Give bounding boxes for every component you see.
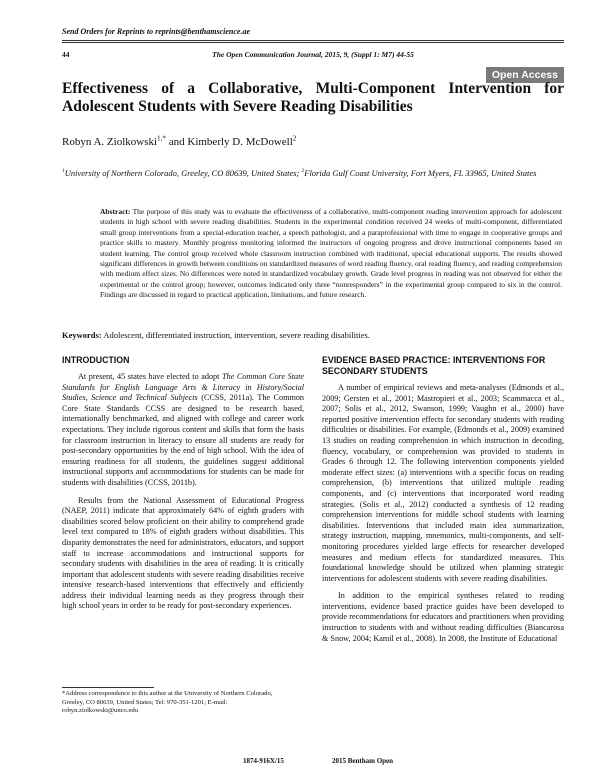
page-number: 44 [62,50,70,59]
open-access-badge: Open Access [486,67,564,83]
correspondence-footnote: *Address correspondence to this author at the University of Northern Colorado, Greeley, CO 80639, United States; Tel: 970-351-1201; E-mail: robyn.ziolkowski@unco.edu [62,690,273,715]
paragraph: Results from the National Assessment of Educational Progress (NAEP, 2011) indicate that approximately 64% of eighth graders with disabilities scored below proficient on their ability to comprehend grade level text compared to 18% of eighth graders without disabilities. This disparity demonstrates the need for administrators, educators, and support staff to increase accommodations and instructional supports for secondary students with disabilities in the area of reading. It is critically important that adolescent students with severe reading disabilities receive intensive research-based interventions that effectively and efficiently address their individual learning needs as they progress through their high school years in order to be ready for post-secondary experiences. [62,495,304,611]
header-rule-top [62,40,564,41]
journal-info: The Open Communication Journal, 2015, 9, (Suppl 1: M7) 44-55 [212,50,414,59]
paragraph: In addition to the empirical syntheses related to reading interventions, evidence based practice guides have been developed to provide recommendations for educators and practitioners when providing instruction to students with and without reading difficulties (Biancarosa & Snow, 2004; Kamil et al., 2008). In 2008, the Institute of Educational [322,591,564,643]
reprints-notice: Send Orders for Reprints to reprints@benthamscience.ae [62,27,250,36]
author-list [62,136,296,148]
abstract-label: Abstract: [100,207,131,216]
author-superscript: 1,* [157,134,166,143]
right-column [322,355,564,651]
author-joiner: and [168,136,185,148]
affiliations [62,168,542,179]
section-heading-introduction: INTRODUCTION [62,355,130,365]
keywords-text: Adolescent, differentiated instruction, intervention, severe reading disabilities. [103,330,370,340]
paragraph-text: (CCSS, 2011a). The Common Core State Standards CCSS are designed to be research based, internationally benchmarked, and aligned with college and career work expectations. They include rigorous content and skills that form the basis for classroom instruction in literacy to ensure all students are ready for post-secondary opportunities by the end of high school. With the idea of ensuring readiness for all students, the guidelines suggest additional instructional supports and accommodations for students can be made for students with disabilities (CCSS, 2011b). [62,393,305,487]
publisher-line: 2015 Bentham Open [332,757,394,765]
author-superscript: 2 [292,134,297,143]
keywords [62,330,564,340]
affiliation-text: Florida Gulf Coast University, Fort Myers, FL 33965, United States [304,168,537,178]
issn: 1874-916X/15 [243,757,284,765]
affiliation-marker: 2 [301,168,305,175]
paragraph-text: At present, 45 states have elected to adopt [78,372,222,381]
header-rule-bottom [62,42,564,43]
left-column [62,355,304,619]
paragraph [62,372,304,489]
author-name: Robyn A. Ziolkowski [62,136,158,148]
affiliation-marker: 1 [62,168,65,175]
section-heading-evidence-based-practice: EVIDENCE BASED PRACTICE: INTERVENTIONS FOR SECONDARY STUDENTS [322,355,546,376]
affiliation-text: University of Northern Colorado, Greeley, CO 80639, United States; [64,168,300,178]
abstract [100,207,562,301]
standards-title: The Common Core State Standards for English Language Arts & Literacy in History/Social Studies, Science and Technical Subjects [62,372,304,403]
author-name: Kimberly D. McDowell [187,136,293,148]
footnote-rule [62,687,154,688]
abstract-text: The purpose of this study was to evaluate the effectiveness of a collaborative, multi-component reading intervention approach for adolescent students in high school with severe reading disabilities. Students in the experimental condition received 24 weeks of multi-component, differentiated small group interventions from a special-education teacher, a speech pathologist, and a paraprofessional with time to engage in cooperative groups and practice skills to mastery. Monthly progress monitoring informed the instructors of ongoing progress and drove instructional components based on student learning. The control group received whole classroom instruction combined with traditional, special educational supports. The results showed significant differences in growth between conditions on standardized measures of word reading fluency, oral reading fluency, and reading comprehension with medium effect sizes. No differences were noted in standardized vocabulary growth. Grade level progress in reading was not observed for either the experimental or the control group; however, outcomes indicated only three “nonresponders” in the experimental group compared to six in the control. Findings are discussed in regard to practical application, limitations, and future research. [100,207,562,300]
keywords-label: Keywords: [62,330,102,340]
paragraph: A number of empirical reviews and meta-analyses (Edmonds et al., 2009; Gersten et al., 2001; Mastropieri et al., 2003; Scammacca et al., 2007; Solis et al., 2012, Swanson, 1999; Vaughn et al., 2000) have reported positive intervention effects for secondary students with reading difficulties or disabilities. For example, (Edmonds et al., 2009) examined 13 studies on reading comprehension in which instruction in decoding, fluency, vocabulary, or comprehension was provided to students in Grades 6 through 12. The following intervention components yielded moderate effect sizes: (a) interventions with a specific focus on reading comprehension, (b) interventions that utilized multiple reading components, and (c) interventions that incorporated word reading strategies. (Solis et al., 2012) conducted a synthesis of 12 reading comprehension interventions for middle school students with learning disabilities. Interventions that included main idea summarization, strategy instruction, mapping, mnemonics, multi-components, and self-monitoring procedures yielded large effects for researcher developed measures and medium effects for standardized measures. This foundational knowledge should be utilized when planning strategic interventions for adolescent students with severe reading disabilities. [322,383,564,583]
article-title: Effectiveness of a Collaborative, Multi-Component Intervention for Adolescent Students with Severe Reading Disabilities [62,80,564,115]
